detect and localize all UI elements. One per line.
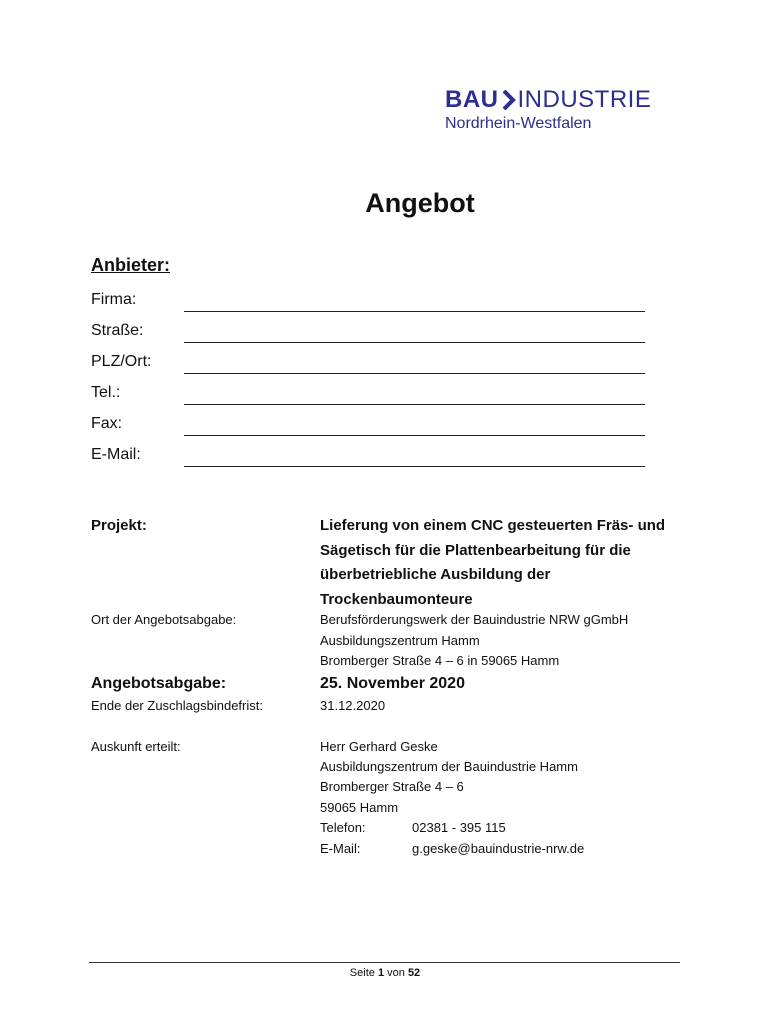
field-row-plz-ort [91, 351, 651, 375]
firma-field[interactable] [184, 291, 645, 312]
field-row-firma [91, 289, 651, 313]
telefon-label: Telefon: [320, 820, 366, 835]
projekt-line: Trockenbaumonteure [320, 590, 473, 608]
email-field[interactable] [184, 446, 645, 467]
field-row-email [91, 444, 651, 468]
footer-page-total: 52 [407, 967, 421, 979]
auskunft-street: Bromberger Straße 4 – 6 [320, 779, 464, 794]
ort-line: Berufsförderungswerk der Bauindustrie NRW gGmbH [320, 612, 629, 627]
contact-email-link[interactable]: g.geske@bauindustrie-nrw.de [412, 841, 585, 856]
projekt-line: Lieferung von einem CNC gesteuerten Fräs- und [320, 517, 666, 534]
projekt-line: Sägetisch für die Plattenbearbeitung für die [320, 541, 631, 559]
footer-divider [89, 962, 680, 963]
bauindustrie-logo [445, 86, 685, 134]
telefon-number: 02381 - 395 115 [412, 820, 506, 835]
projekt-label: Projekt: [91, 517, 147, 534]
logo-wordmark [445, 86, 685, 114]
zuschlag-label: Ende der Zuschlagsbindefrist: [91, 698, 263, 713]
strasse-field[interactable] [184, 322, 645, 343]
field-label-firma: Firma: [91, 291, 137, 308]
angebotsabgabe-label: Angebotsabgabe: [91, 675, 227, 692]
field-label-tel: Tel.: [91, 384, 121, 401]
ort-address [320, 610, 628, 672]
field-row-tel [91, 382, 651, 406]
angebotsabgabe-date: 25. November 2020 [320, 675, 465, 692]
footer-page-number: 1 [377, 967, 385, 979]
footer-middle: von [387, 967, 405, 979]
auskunft-org: Ausbildungszentrum der Bauindustrie Hamm [320, 759, 578, 774]
zuschlag-date: 31.12.2020 [320, 698, 386, 713]
contact-email-label: E-Mail: [320, 841, 361, 856]
ort-label: Ort der Angebotsabgabe: [91, 612, 237, 627]
footer-prefix: Seite [349, 967, 375, 979]
field-row-strasse [91, 320, 651, 344]
field-row-fax [91, 413, 651, 437]
projekt-line: überbetriebliche Ausbildung der [320, 566, 551, 583]
ort-line: Bromberger Straße 4 – 6 in 59065 Hamm [320, 653, 560, 668]
logo-brand-light: INDUSTRIE [517, 86, 652, 113]
field-label-fax: Fax: [91, 415, 123, 432]
plz-ort-field[interactable] [184, 353, 645, 374]
auskunft-label: Auskunft erteilt: [91, 739, 181, 754]
field-label-plz-ort: PLZ/Ort: [91, 353, 152, 370]
page-title: Angebot [365, 188, 475, 218]
logo-brand-bold: BAU [445, 86, 499, 113]
tel-field[interactable] [184, 384, 645, 405]
logo-region: Nordrhein-Westfalen [445, 115, 592, 132]
field-label-strasse: Straße: [91, 322, 144, 339]
projekt-description [320, 514, 700, 612]
ort-line: Ausbildungszentrum Hamm [320, 632, 480, 648]
anbieter-heading: Anbieter: [91, 255, 171, 275]
field-label-email: E-Mail: [91, 446, 141, 463]
logo-chevron-icon [502, 90, 516, 110]
contact-email-value [412, 839, 584, 859]
auskunft-city: 59065 Hamm [320, 800, 399, 815]
page-footer [0, 966, 770, 980]
auskunft-name: Herr Gerhard Geske [320, 739, 438, 754]
fax-field[interactable] [184, 415, 645, 436]
